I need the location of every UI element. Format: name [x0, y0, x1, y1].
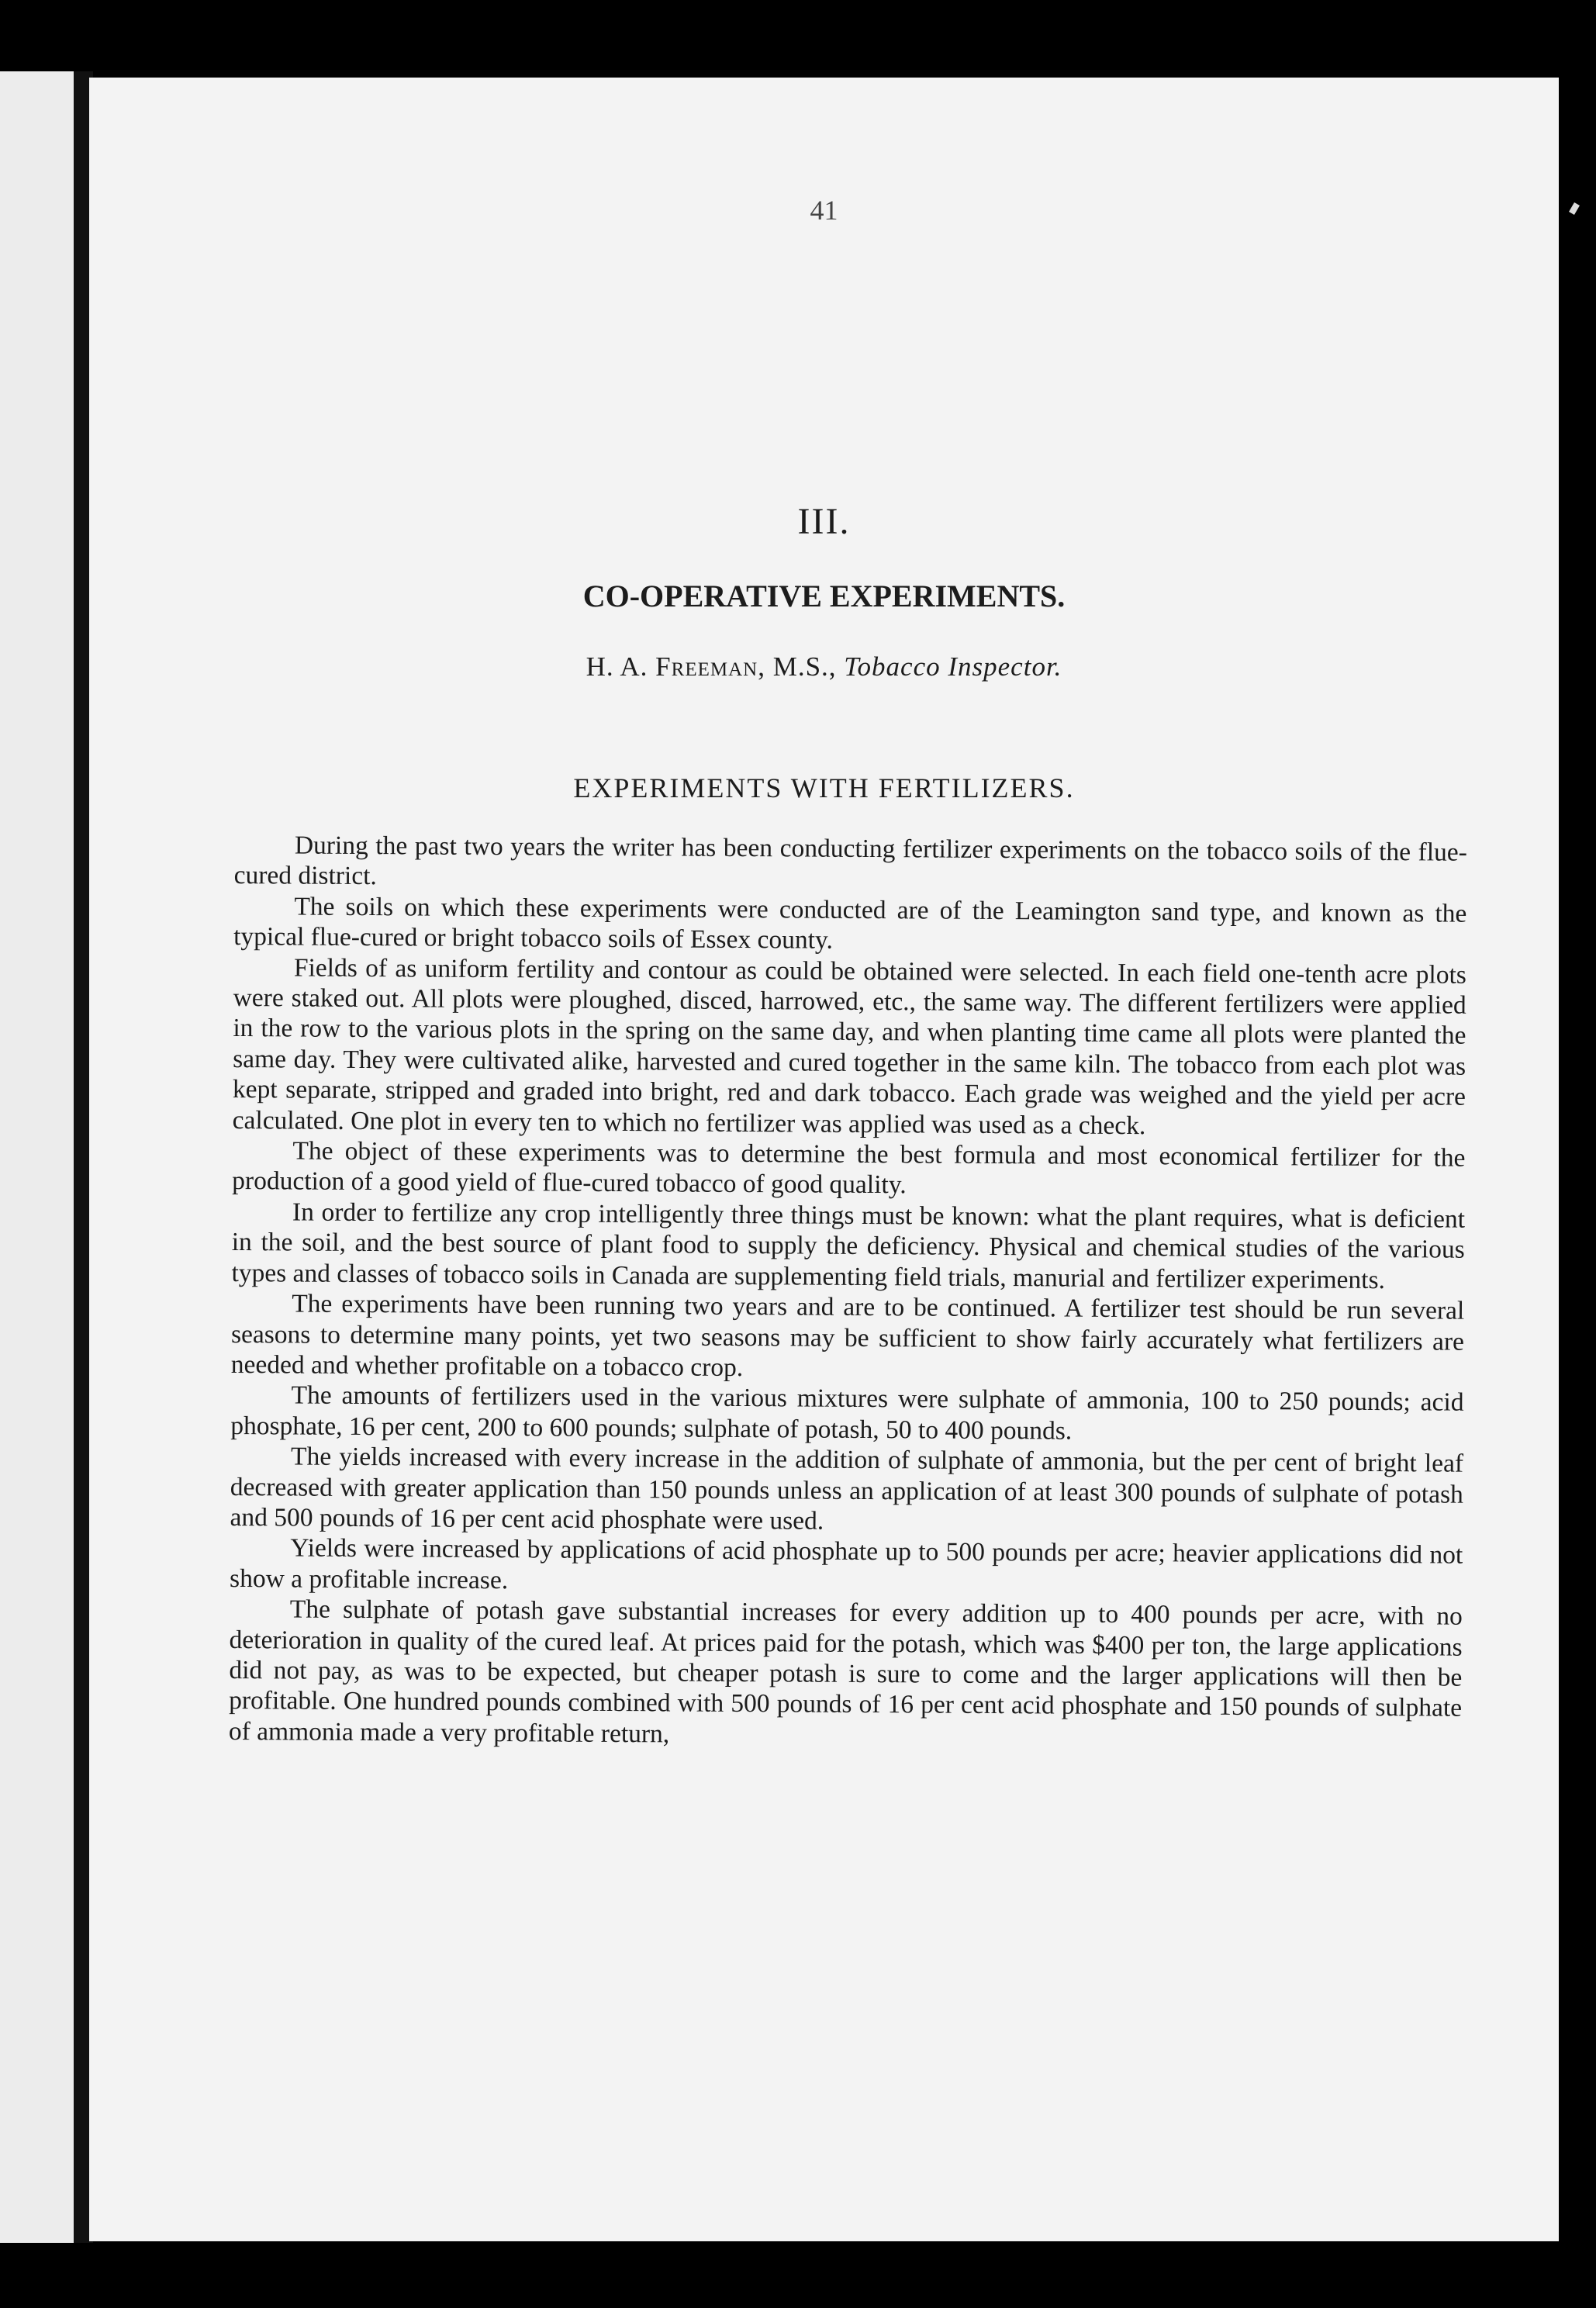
paragraph-4: The object of these experiments was to determine the best formula and most economical fertilizer for the production of a good yield of flue-cured tobacco of good quality. [232, 1136, 1466, 1200]
facing-page-edge [0, 71, 74, 2243]
page-title: CO-OPERATIVE EXPERIMENTS. [582, 579, 1066, 613]
page-number: 41 [810, 195, 838, 226]
section-number: III. [797, 501, 851, 542]
author-degree: M.S., [772, 651, 837, 682]
author-name: H. A. Freeman, [586, 651, 765, 682]
section-subheading: EXPERIMENTS WITH FERTILIZERS. [573, 772, 1075, 803]
author-role: Tobacco Inspector. [844, 651, 1062, 682]
body-text [229, 830, 1467, 1754]
paragraph-1: During the past two years the writer has been conducting fertilizer experiments on the tobacco soils of the flue-cured district. [233, 831, 1467, 891]
scan-speck [1569, 202, 1580, 215]
paragraph-9: Yields were increased by applications of acid phosphate up to 500 pounds per acre; heavier applications did not show a profitable increase. [229, 1533, 1463, 1595]
paragraph-3: Fields of as uniform fertility and contour as could be obtained were selected. In each field one-tenth acre plots were staked out. All plots were ploughed, disced, harrowed, etc., the same way. The different fertilizers were applied in the row to the various plots in the spring on the same day, and when planting time came all plots were planted the same day. They were cultivated alike, harvested and cured together in the same kiln. The tobacco from each plot was kept separate, stripped and graded into bright, red and dark tobacco. Each grade was weighed and the yield per acre calculated. One plot in every ten to which no fertilizer was applied was used as a check. [232, 953, 1467, 1140]
paragraph-8: The yields increased with every increase in the addition of sulphate of ammonia, but the per cent of bright leaf decreased with greater application than 150 pounds unless an application of at least 300 pounds of sulphate of potash and 500 pounds of 16 per cent acid phosphate were used. [230, 1442, 1464, 1536]
paragraph-5: In order to fertilize any crop intelligently three things must be known: what the plant requires, what is deficient in the soil, and the best source of plant food to supply the deficiency. Physical and chemical studies of the various types and classes of tobacco soils in Canada are supplementing field trials, manurial and fertilizer experiments. [231, 1197, 1466, 1294]
author-byline [89, 651, 1559, 682]
document-page [89, 78, 1559, 2241]
paragraph-6: The experiments have been running two years and are to be continued. A fertilizer test should be run several seasons to determine many points, yet two seasons may be sufficient to show fairly accurately what fertilizers are needed and whether profitable on a tobacco crop. [230, 1289, 1465, 1382]
paragraph-2: The soils on which these experiments were conducted are of the Leamington sand type, and known as the typical flue-cured or bright tobacco soils of Essex county. [233, 892, 1467, 955]
paragraph-7: The amounts of fertilizers used in the various mixtures were sulphate of ammonia, 100 to 250 pounds; acid phosphate, 16 per cent, 200 to 600 pounds; sulphate of potash, 50 to 400 pounds. [230, 1380, 1464, 1446]
paragraph-10: The sulphate of potash gave substantial increases for every addition up to 400 pounds per acre, with no deterioration in quality of the cured leaf. At prices paid for the potash, which was $400 per ton, the large applications did not pay, as was to be expected, but cheaper potash is sure to come and the larger applications will then be profitable. One hundred pounds combined with 500 pounds of 16 per cent acid phosphate and 150 pounds of sulphate of ammonia made a very profitable return, [228, 1595, 1463, 1749]
